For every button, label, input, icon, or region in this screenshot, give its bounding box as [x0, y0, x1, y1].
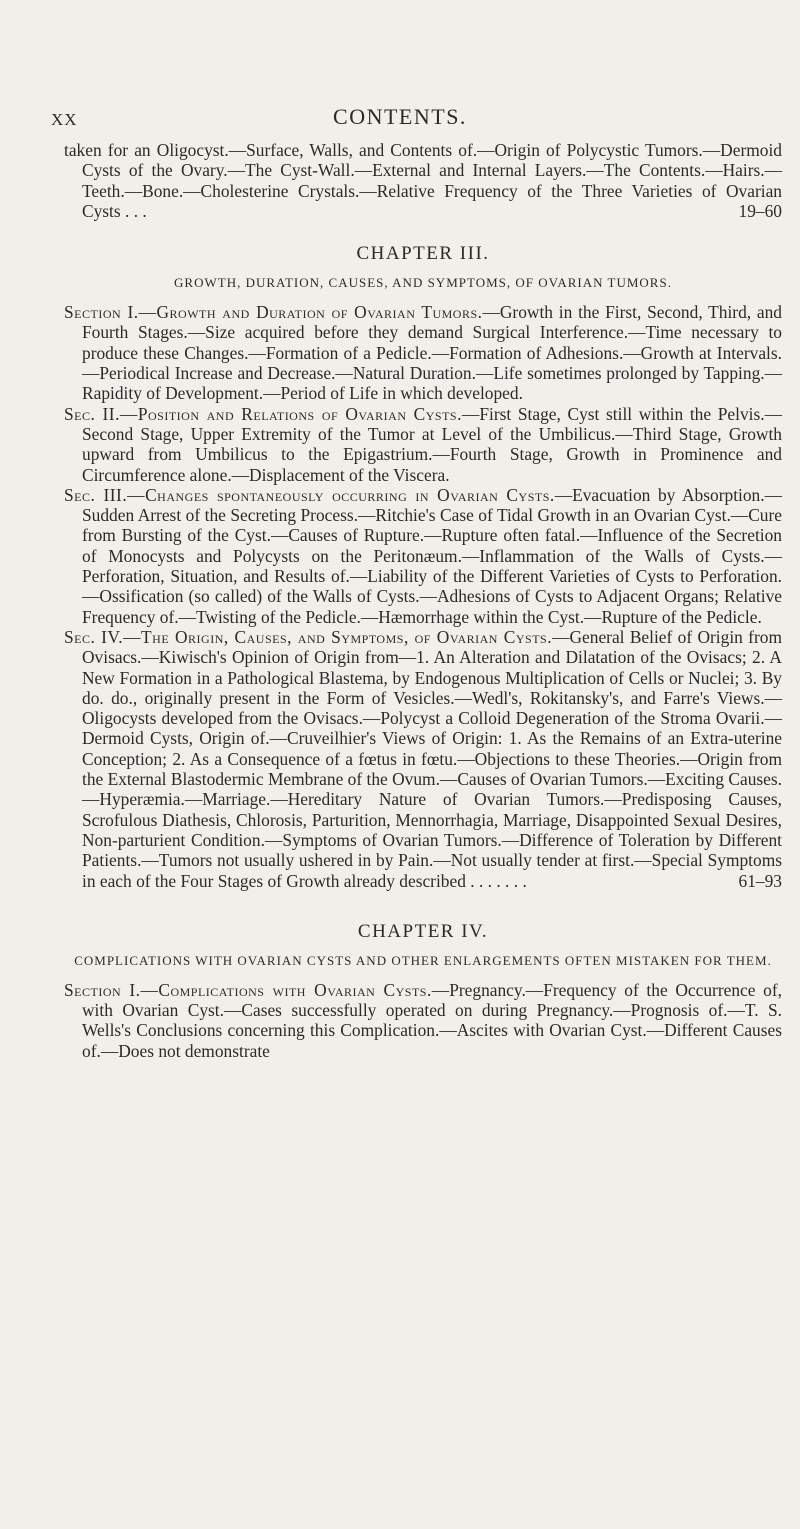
running-title: CONTENTS. [333, 104, 467, 129]
chapter-title: CHAPTER III. [356, 243, 490, 265]
page-folio: XX [51, 110, 78, 129]
section-heading: Section I.—Complications with Ovarian Cysts. [64, 979, 432, 1000]
chapter-subtitle: COMPLICATIONS WITH OVARIAN CYSTS AND OTHER ENLARGEMENTS OFTEN MISTAKEN FOR THEM. [74, 952, 772, 968]
section-heading: Section I.—Growth and Duration of Ovarian Tumors. [64, 302, 483, 323]
page-range: 19–60 [738, 200, 782, 221]
chapter-title: CHAPTER IV. [357, 920, 489, 942]
entry-text: taken for an Oligocyst.—Surface, Walls, and Contents of.—Origin of Polycystic Tumors.—Dermoid Cysts of the Ovary.—The Cyst-Wall.—External and Internal Layers.—The Contents.—Hairs.—Teeth.—Bone.—Cholesterine Crystals.—Relative Frequency of the Three Varieties of Ovarian Cysts . . . [64, 140, 782, 221]
section-text: —Pregnancy.—Frequency of the Occurrence of, with Ovarian Cyst.—Cases successfully operated on during Pregnancy.—Prognosis of.—T. S. Wells's Conclusions concerning this Complication.—Ascites with Ovarian Cyst.—Different Causes of.—Does not demonstrate [82, 979, 782, 1061]
section-entry [64, 980, 782, 1061]
section-entry [64, 404, 782, 485]
contents-body [64, 140, 782, 1061]
section-text: —Growth in the First, Second, Third, and Fourth Stages.—Size acquired before they demand Surgical Interference.—Time necessary to produce these Changes.—Formation of a Pedicle.—Formation of Adhesions.—Growth at Intervals.—Periodical Increase and Decrease.—Natural Duration.—Life sometimes prolonged by Tapping.—Rapidity of Development.—Period of Life in which developed. [82, 302, 782, 404]
section-heading: Sec. II.—Position and Relations of Ovarian Cysts. [64, 403, 462, 424]
section-heading: Sec. IV.—The Origin, Causes, and Symptoms, of Ovarian Cysts. [64, 626, 553, 647]
section-text: —General Belief of Origin from Ovisacs.—Kiwisch's Opinion of Origin from—1. An Alteration and Dilatation of the Ovisacs; 2. A New Formation in a Pathological Blastema, by Endogenous Multiplication of Cells or Nuclei; 3. By do. do., originally present in the Form of Vesicles.—Wedl's, Rokitansky's, and Farre's Views.—Oligocysts developed from the Ovisacs.—Polycyst a Colloid Degeneration of the Stroma Ovarii.—Dermoid Cysts, Origin of.—Cruveilhier's Views of Origin: 1. As the Remains of an Extra-uterine Conception; 2. As a Consequence of a fœtus in fœtu.—Objections to these Theories.—Origin from the External Blastodermic Membrane of the Ovum.—Causes of Ovarian Tumors.—Exciting Causes.—Hyperæmia.—Marriage.—Hereditary Nature of Ovarian Tumors.—Predisposing Causes, Scrofulous Diathesis, Chlorosis, Parturition, Mennorrhagia, Marriage, Disappointed Sexual Desires, Non-parturient Condition.—Symptoms of Ovarian Tumors.—Difference of Toleration by Different Patients.—Tumors not usually ushered in by Pain.—Not usually tender at first.—Special Symptoms in each of the Four Stages of Growth already described . . . . . . . [82, 626, 782, 891]
section-entry [64, 485, 782, 627]
section-entry [64, 302, 782, 403]
section-entry [64, 627, 782, 891]
running-head [0, 104, 800, 134]
continuation-entry [64, 140, 782, 221]
page-range: 61–93 [738, 870, 782, 891]
chapter-subtitle: GROWTH, DURATION, CAUSES, AND SYMPTOMS, OF OVARIAN TUMORS. [174, 275, 672, 291]
section-text: —Evacuation by Absorption.—Sudden Arrest of the Secreting Process.—Ritchie's Case of Tidal Growth in an Ovarian Cyst.—Cure from Bursting of the Cyst.—Causes of Rupture.—Rupture often fatal.—Influence of the Secretion of Monocysts and Polycysts on the Peritonæum.—Inflammation of the Walls of Cysts.—Perforation, Situation, and Results of.—Liability of the Different Varieties of Cysts to Perforation.—Ossification (so called) of the Walls of Cysts.—Adhesions of Cysts to Adjacent Organs; Relative Frequency of.—Twisting of the Pedicle.—Hæmorrhage within the Cyst.—Rupture of the Pedicle. [82, 484, 782, 627]
section-text: —First Stage, Cyst still within the Pelvis.—Second Stage, Upper Extremity of the Tumor at Level of the Umbilicus.—Third Stage, Growth upward from Umbilicus to the Epigastrium.—Fourth Stage, Growth in Prominence and Circumference alone.—Displacement of the Viscera. [82, 403, 782, 485]
section-heading: Sec. III.—Changes spontaneously occurring in Ovarian Cysts. [64, 484, 555, 505]
